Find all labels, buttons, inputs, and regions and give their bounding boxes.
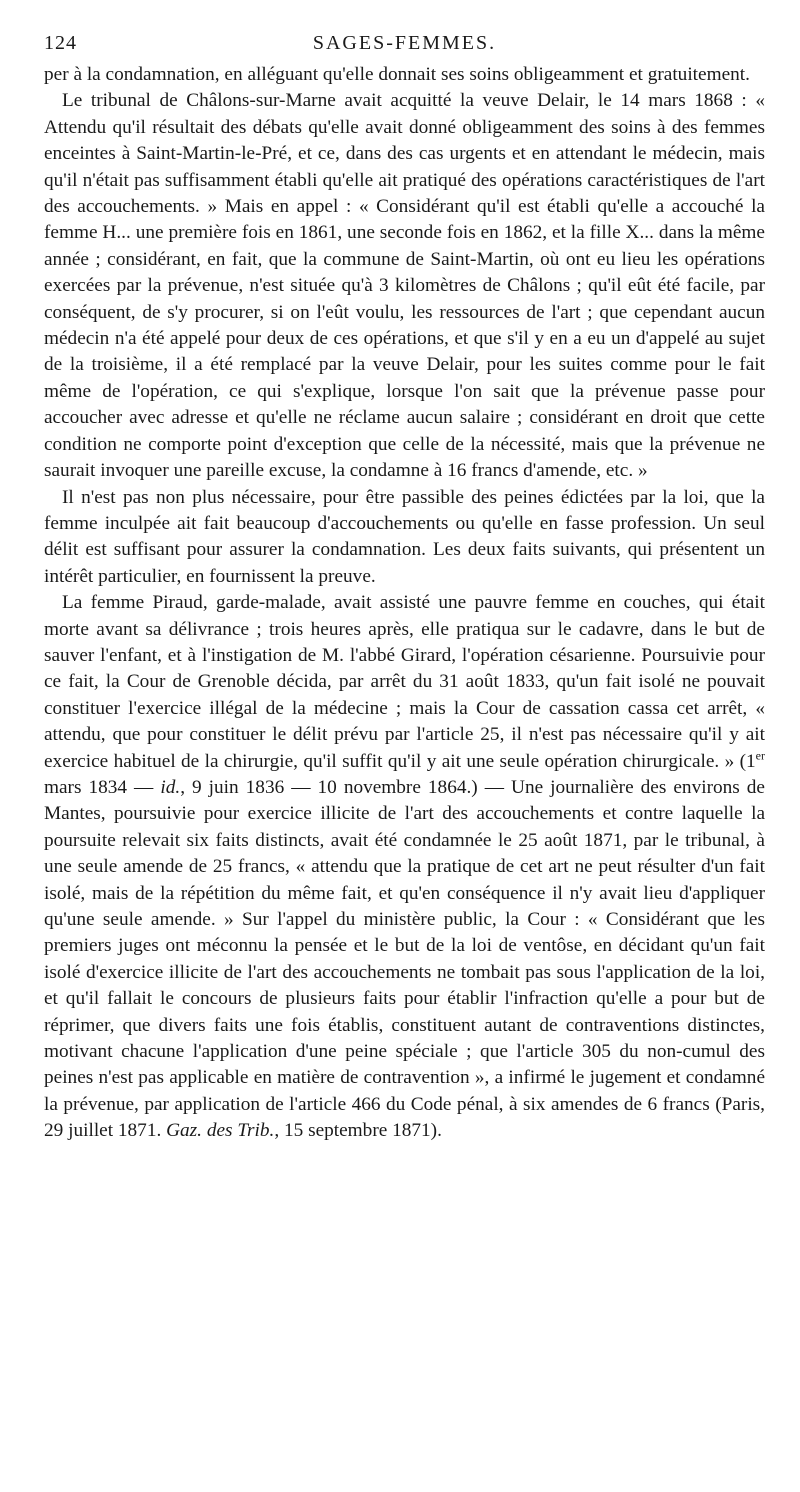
paragraph-3: Il n'est pas non plus nécessaire, pour être passible des peines édictées par la loi, que la femme inculpée ait fait beaucoup d'accouchements ou qu'elle en fasse profession. Un seul délit est suffisant pour assurer la condamnation. Les deux faits suivants, qui présentent un intérêt particulier, en fournissent la preuve.: [44, 486, 765, 587]
page-number: 124: [44, 32, 77, 54]
body-text: [44, 62, 765, 1145]
book-page: [44, 28, 765, 1145]
running-head: [44, 28, 765, 62]
superscript-run: er: [755, 748, 765, 763]
italic-citation: Gaz. des Trib.: [166, 1120, 275, 1142]
paragraph-1: per à la condamnation, en alléguant qu'elle donnait ses soins obligeamment et gratuitement.: [44, 64, 750, 85]
text-run: La femme Piraud, garde-malade, avait assisté une pauvre femme en couches, qui était morte avant sa délivrance ; trois heures après, elle pratiqua sur le cadavre, dans le but de sauver l'enfant, et à l'instigation de M. l'abbé Girard, l'opération césarienne. Poursuivie pour ce fait, la Cour de Grenoble décida, par arrêt du 31 août 1833, qu'un fait isolé ne pouvait constituer l'exercice illégal de la médecine ; mais la Cour de cassation cassa cet arrêt, « attendu, que pour constituer le délit prévu par l'article 25, il n'est pas nécessaire qu'il y ait exercice habituel de la chirurgie, qu'il suffit qu'il y ait une seule opération chirurgicale. » (1: [44, 592, 765, 772]
text-run: mars 1834 —: [44, 776, 161, 798]
paragraph-2: Le tribunal de Châlons-sur-Marne avait acquitté la veuve Delair, le 14 mars 1868 : « Attendu qu'il résultait des débats qu'elle avait donné obligeamment des soins à des femmes enceintes à Saint-Martin-le-Pré, et ce, dans des cas urgents et en attendant le médecin, mais qu'il n'était pas suffisamment établi qu'elle ait pratiqué des opérations caractéristiques de l'art des accouchements. » Mais en appel : « Considérant qu'il est établi qu'elle a accouché la femme H... une première fois en 1861, une seconde fois en 1862, et la fille X... dans la même année ; considérant, en fait, que la commune de Saint-Martin, où ont eu lieu les opérations exercées par la prévenue, n'est située qu'à 3 kilomètres de Châlons ; qu'il eût été facile, par conséquent, de s'y procurer, si on l'eût voulu, les ressources de l'art ; que cependant aucun médecin n'a été appelé pour deux de ces opérations, et que s'il y en a eu un d'appelé au sujet de la troisième, il a été remplacé par la veuve Delair, pour les suites comme pour le fait même de l'opération, ce qui s'explique, lorsque l'on sait que la prévenue passe pour accoucher avec adresse et qu'elle ne réclame aucun salaire ; considérant en droit que cette condition ne comporte point d'exception que celle de la nécessité, mais que la prévenue ne saurait invoquer une pareille excuse, la condamne à 16 francs d'amende, etc. »: [44, 90, 765, 482]
header-title: SAGES-FEMMES.: [312, 32, 497, 54]
paragraph-4: [44, 590, 765, 1145]
text-run: , 9 juin 1836 — 10 novembre 1864.) — Une journalière des environs de Mantes, poursuivie pour exercice illicite de l'art des accouchements et contre laquelle la poursuite relevait six faits distincts, avait été condamnée le 25 août 1871, par le tribunal, à une seule amende de 25 francs, « attendu que la pratique de cet art ne peut résulter d'un fait isolé, mais de la répétition du même fait, et qu'en conséquence il n'y avait lieu d'appliquer qu'une seule amende. » Sur l'appel du ministère public, la Cour : « Considérant que les premiers juges ont méconnu la pensée et le but de la loi de ventôse, en décidant qu'un fait isolé d'exercice illicite de l'art des accouchements ne tombait pas sous l'application de la loi, et qu'il fallait le concours de plusieurs faits pour établir l'infraction qu'elle a pour but de réprimer, que divers faits une fois établis, constituent autant de contraventions distinctes, motivant chacune l'application d'une peine spéciale ; que l'article 305 du non-cumul des peines n'est pas applicable en matière de contravention », a infirmé le jugement et condamné la prévenue, par application de l'article 466 du Code pénal, à six amendes de 6 francs (Paris, 29 juillet 1871.: [44, 776, 765, 1142]
text-run: , 15 septembre 1871).: [274, 1120, 442, 1142]
italic-citation: id.: [160, 776, 181, 798]
